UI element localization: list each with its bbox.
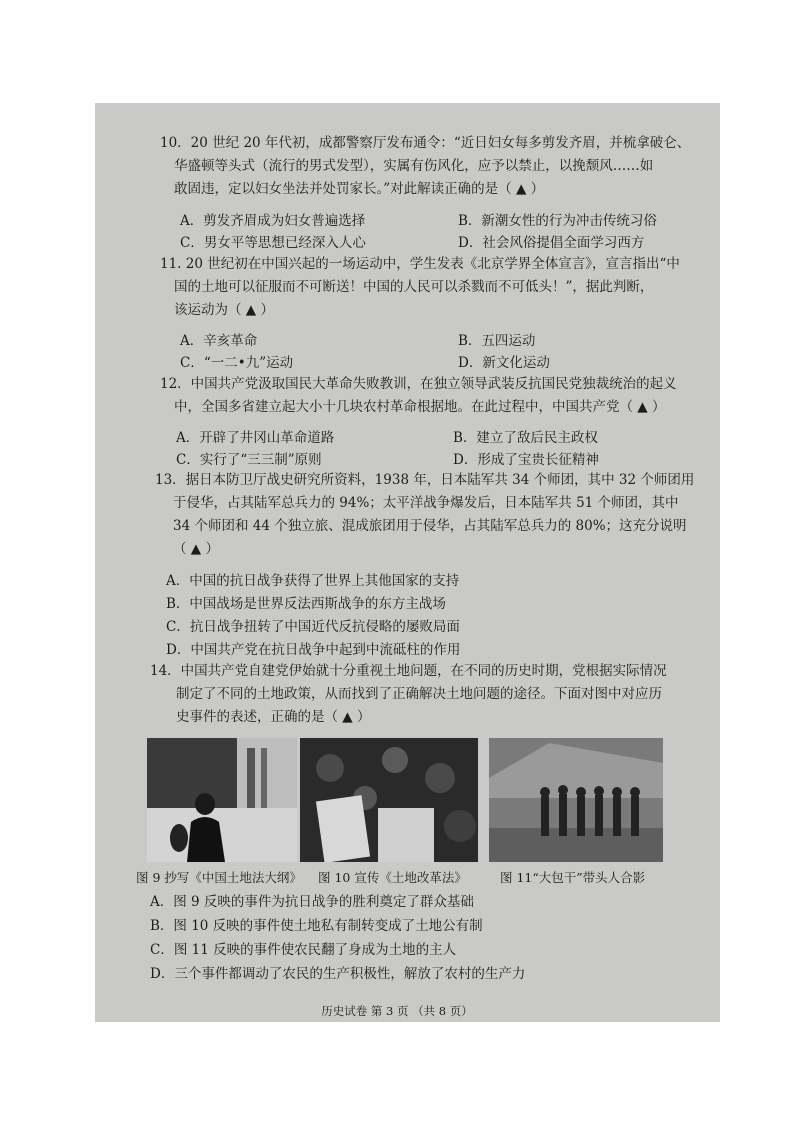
q14-stem-line: 史事件的表述，正确的是（ ▲ ） — [176, 709, 371, 725]
figure-10-photo — [300, 738, 478, 862]
q10-stem-line: 敢固违，定以妇女坐法并处罚家长。”对此解读正确的是（ ▲ ） — [174, 181, 545, 197]
q14-option-d: D．三个事件都调动了农民的生产积极性，解放了农村的生产力 — [150, 966, 526, 982]
q12-option-a: A．开辟了井冈山革命道路 — [176, 430, 335, 446]
figure-11-photo — [489, 738, 663, 862]
q11-stem-line: 该运动为（ ▲ ） — [174, 302, 274, 318]
question-12 — [160, 373, 677, 419]
figure-10-caption: 图 10 宣传《土地改革法》 — [318, 870, 467, 885]
q12-option-d: D．形成了宝贵长征精神 — [453, 452, 599, 468]
figure-9-photo — [147, 738, 297, 862]
q10-option-a: A．剪发齐眉成为妇女普遍选择 — [180, 213, 366, 229]
figure-9-caption: 图 9 抄写《中国土地法大纲》 — [136, 870, 302, 885]
q11-stem-line: 国的土地可以征服而不可断送！中国的人民可以杀戮而不可低头！”，据此判断， — [174, 279, 654, 295]
q12-option-c: C．实行了“三三制”原则 — [176, 452, 322, 468]
q10-stem-line: 华盛顿等头式（流行的男式发型），实属有伤风化，应予以禁止，以挽颓风……如 — [174, 158, 654, 174]
q10-option-d: D．社会风俗提倡全面学习西方 — [458, 235, 645, 251]
q10-option-c: C．男女平等思想已经深入人心 — [180, 235, 366, 251]
q13-stem-line: 于侵华，占其陆军总兵力的 94%；太平洋战争爆发后，日本陆军共 51 个师团，其中 — [173, 495, 679, 511]
q11-option-b: B．五四运动 — [458, 333, 536, 349]
q10-option-b: B．新潮女性的行为冲击传统习俗 — [458, 213, 657, 229]
q13-option-d: D．中国共产党在抗日战争中起到中流砥柱的作用 — [166, 642, 461, 658]
q14-option-c: C．图 11 反映的事件使农民翻了身成为土地的主人 — [150, 942, 457, 958]
q13-stem-line: 13．据日本防卫厅战史研究所资料，1938 年，日本陆军共 34 个师团，其中 32 个师团用 — [155, 472, 695, 488]
question-14 — [150, 660, 667, 729]
q14-option-a: A．图 9 反映的事件为抗日战争的胜利奠定了群众基础 — [150, 894, 474, 910]
q14-stem-line: 14．中国共产党自建党伊始就十分重视土地问题，在不同的历史时期，党根据实际情况 — [150, 663, 667, 679]
q12-stem-line: 12．中国共产党汲取国民大革命失败教训，在独立领导武装反抗国民党独裁统治的起义 — [160, 376, 677, 392]
q11-option-c: C．“一二•九”运动 — [180, 355, 294, 371]
q13-option-b: B．中国战场是世界反法西斯战争的东方主战场 — [166, 596, 446, 612]
question-10 — [160, 132, 690, 201]
q13-stem-line: （ ▲ ） — [173, 541, 219, 557]
page-footer: 历史试卷 第 3 页 （共 8 页） — [321, 1004, 473, 1018]
q11-stem-line: 11. 20 世纪初在中国兴起的一场运动中，学生发表《北京学界全体宣言》，宣言指出“中 — [160, 256, 680, 272]
question-13 — [155, 469, 694, 561]
question-11 — [160, 253, 680, 322]
q10-stem-line: 10．20 世纪 20 年代初，成都警察厅发布通令：“近日妇女每多剪发齐眉，并梳拿破仑、 — [160, 135, 691, 151]
q13-option-a: A．中国的抗日战争获得了世界上其他国家的支持 — [166, 573, 460, 589]
q11-option-a: A．辛亥革命 — [180, 333, 258, 349]
q13-stem-line: 34 个师团和 44 个独立旅、混成旅团用于侵华，占其陆军总兵力的 80%；这充分说明 — [173, 518, 687, 534]
q12-stem-line: 中，全国多省建立起大小十几块农村革命根据地。在此过程中，中国共产党（ ▲ ） — [174, 399, 666, 415]
q13-option-c: C．抗日战争扭转了中国近代反抗侵略的屡败局面 — [166, 619, 460, 635]
figure-11-caption: 图 11“大包干”带头人合影 — [500, 870, 646, 885]
q14-option-b: B．图 10 反映的事件使土地私有制转变成了土地公有制 — [150, 918, 483, 934]
q12-option-b: B．建立了敌后民主政权 — [453, 430, 598, 446]
q11-option-d: D．新文化运动 — [458, 355, 550, 371]
q14-stem-line: 制定了不同的土地政策，从而找到了正确解决土地问题的途径。下面对图中对应历 — [176, 686, 662, 702]
